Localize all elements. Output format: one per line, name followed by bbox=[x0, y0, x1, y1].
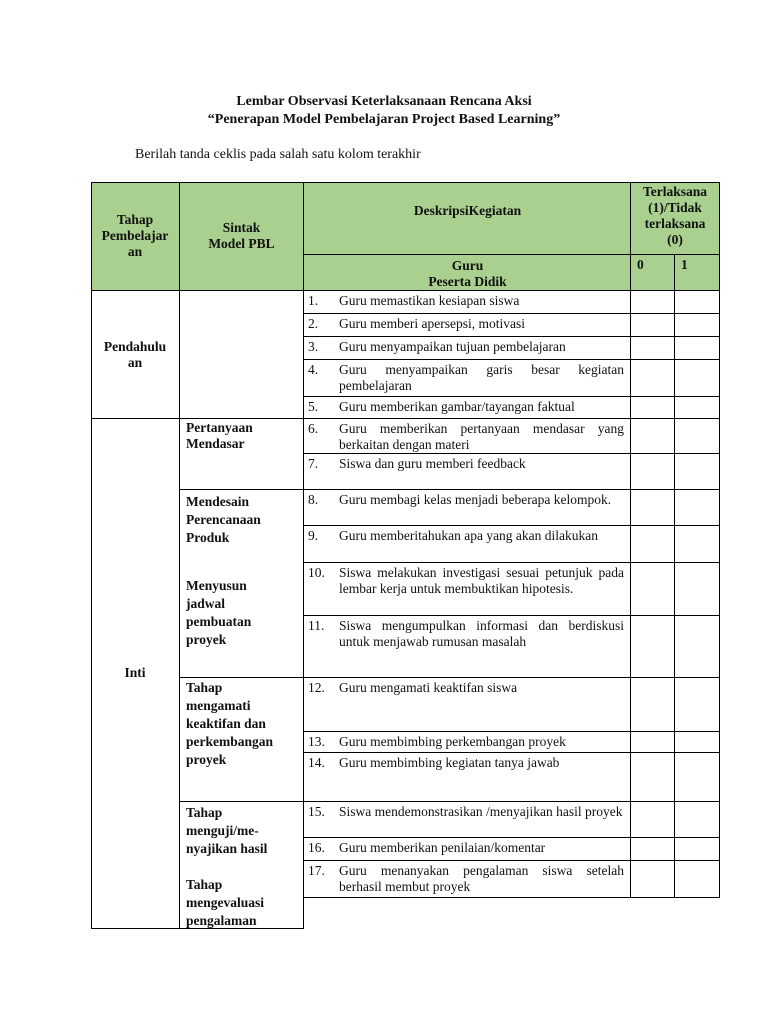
check-cell-1[interactable] bbox=[676, 732, 718, 750]
activity-number: 5. bbox=[308, 399, 319, 414]
activity-number: 7. bbox=[308, 456, 319, 471]
activity-description: Guru menyampaikan tujuan pembelajaran bbox=[339, 339, 566, 354]
check-cell-0[interactable] bbox=[632, 838, 674, 856]
activity-description: Guru menyampaikan garis besar kegiatan pembelajaran bbox=[339, 362, 624, 393]
activity-description: Guru membagi kelas menjadi beberapa kelompok. bbox=[339, 492, 612, 507]
check-cell-1[interactable] bbox=[676, 678, 718, 696]
activity-description: Siswa melakukan investigasi sesuai petunjuk pada lembar kerja untuk membuktikan hipotesis. bbox=[339, 565, 624, 596]
check-cell-1[interactable] bbox=[676, 314, 718, 332]
activity-description: Guru memberikan penilaian/komentar bbox=[339, 840, 546, 855]
check-cell-1[interactable] bbox=[676, 802, 718, 820]
check-cell-0[interactable] bbox=[632, 563, 674, 581]
check-cell-1[interactable] bbox=[676, 753, 718, 771]
check-cell-0[interactable] bbox=[632, 861, 674, 879]
phase-pendahuluan: Pendahulu an bbox=[103, 339, 167, 370]
activity-number: 14. bbox=[308, 755, 325, 770]
phase-inti: Inti bbox=[124, 665, 146, 680]
check-cell-0[interactable] bbox=[632, 337, 674, 355]
header-guru-peserta: Guru Peserta Didik bbox=[428, 258, 507, 289]
table-border-line bbox=[304, 525, 719, 526]
check-cell-1[interactable] bbox=[676, 454, 718, 472]
activity-description: Guru mengamati keaktifan siswa bbox=[339, 680, 518, 695]
check-cell-0[interactable] bbox=[632, 802, 674, 820]
syntax-mengevaluasi-pengalaman: Tahap mengevaluasi pengalaman bbox=[186, 877, 265, 928]
check-cell-0[interactable] bbox=[632, 490, 674, 508]
table-border-line bbox=[179, 801, 719, 802]
activity-number: 9. bbox=[308, 528, 319, 543]
check-cell-1[interactable] bbox=[676, 360, 718, 378]
table-border-line bbox=[91, 290, 719, 291]
check-cell-1[interactable] bbox=[676, 563, 718, 581]
activity-description: Guru memastikan kesiapan siswa bbox=[339, 293, 520, 308]
check-cell-0[interactable] bbox=[632, 526, 674, 544]
check-cell-0[interactable] bbox=[632, 732, 674, 750]
check-cell-0[interactable] bbox=[632, 397, 674, 415]
check-cell-1[interactable] bbox=[676, 419, 718, 437]
check-cell-0[interactable] bbox=[632, 678, 674, 696]
header-col-0: 0 bbox=[637, 257, 644, 272]
header-sintak: Sintak Model PBL bbox=[208, 220, 275, 251]
table-border-line bbox=[304, 752, 719, 753]
table-border-line bbox=[304, 359, 719, 360]
activity-number: 13. bbox=[308, 734, 325, 749]
table-border-line bbox=[304, 453, 719, 454]
document-title-line2: “Penerapan Model Pembelajaran Project Based Learning” bbox=[207, 112, 561, 127]
activity-description: Guru memberikan gambar/tayangan faktual bbox=[339, 399, 575, 414]
activity-description: Siswa mendemonstrasikan /menyajikan hasil proyek bbox=[339, 804, 623, 819]
syntax-menyusun-jadwal: Menyusun jadwal pembuatan proyek bbox=[186, 578, 252, 647]
syntax-mengamati-keaktifan: Tahap mengamati keaktifan dan perkembangan proyek bbox=[186, 680, 274, 767]
document-title-line1: Lembar Observasi Keterlaksanaan Rencana Aksi bbox=[236, 94, 532, 109]
activity-number: 6. bbox=[308, 421, 319, 436]
check-cell-0[interactable] bbox=[632, 419, 674, 437]
table-border-line bbox=[304, 731, 719, 732]
table-border-line bbox=[304, 313, 719, 314]
header-col-1: 1 bbox=[681, 257, 688, 272]
table-border-line bbox=[179, 182, 180, 929]
header-terlaksana: Terlaksana (1)/Tidak terlaksana (0) bbox=[642, 184, 708, 247]
header-tahap: Tahap Pembelajar an bbox=[101, 212, 169, 259]
table-border-line bbox=[304, 396, 719, 397]
table-border-line bbox=[304, 615, 719, 616]
table-border-line bbox=[303, 182, 304, 929]
activity-description: Guru memberi apersepsi, motivasi bbox=[339, 316, 525, 331]
activity-number: 15. bbox=[308, 804, 325, 819]
table-border-line bbox=[179, 677, 719, 678]
check-cell-0[interactable] bbox=[632, 616, 674, 634]
table-border-line bbox=[304, 860, 719, 861]
table-border-line bbox=[179, 489, 719, 490]
activity-description: Guru membimbing kegiatan tanya jawab bbox=[339, 755, 560, 770]
table-border-line bbox=[91, 182, 92, 929]
check-cell-1[interactable] bbox=[676, 337, 718, 355]
activity-description: Siswa mengumpulkan informasi dan berdiskusi untuk menjawab rumusan masalah bbox=[339, 618, 624, 649]
check-cell-0[interactable] bbox=[632, 454, 674, 472]
activity-number: 4. bbox=[308, 362, 319, 377]
table-border-line bbox=[304, 897, 719, 898]
activity-description: Guru menanyakan pengalaman siswa setelah berhasil membut proyek bbox=[339, 863, 624, 894]
check-cell-0[interactable] bbox=[632, 360, 674, 378]
table-border-line bbox=[91, 928, 304, 929]
activity-number: 8. bbox=[308, 492, 319, 507]
activity-number: 3. bbox=[308, 339, 319, 354]
table-border-line bbox=[630, 182, 631, 898]
table-border-line bbox=[719, 182, 720, 898]
syntax-menguji-menyajikan: Tahap menguji/me- nyajikan hasil bbox=[186, 805, 268, 856]
check-cell-1[interactable] bbox=[676, 526, 718, 544]
table-border-line bbox=[91, 418, 719, 419]
activity-number: 11. bbox=[308, 618, 325, 633]
activity-number: 2. bbox=[308, 316, 319, 331]
activity-description: Guru memberikan pertanyaan mendasar yang berkaitan dengan materi bbox=[339, 421, 624, 452]
check-cell-1[interactable] bbox=[676, 861, 718, 879]
table-border-line bbox=[304, 336, 719, 337]
table-border-line bbox=[91, 182, 719, 183]
check-cell-1[interactable] bbox=[676, 397, 718, 415]
activity-number: 10. bbox=[308, 565, 325, 580]
instruction-text: Berilah tanda ceklis pada salah satu kolom terakhir bbox=[135, 147, 421, 162]
table-border-line bbox=[304, 837, 719, 838]
header-deskripsi: DeskripsiKegiatan bbox=[413, 203, 522, 218]
activity-number: 12. bbox=[308, 680, 325, 695]
activity-number: 17. bbox=[308, 863, 325, 878]
activity-description: Siswa dan guru memberi feedback bbox=[339, 456, 526, 471]
check-cell-0[interactable] bbox=[632, 753, 674, 771]
syntax-pertanyaan-mendasar: Pertanyaan Mendasar bbox=[186, 420, 253, 451]
check-cell-1[interactable] bbox=[676, 838, 718, 856]
check-cell-0[interactable] bbox=[632, 314, 674, 332]
table-border-line bbox=[304, 254, 719, 255]
activity-number: 1. bbox=[308, 293, 319, 308]
activity-description: Guru memberitahukan apa yang akan dilakukan bbox=[339, 528, 599, 543]
check-cell-1[interactable] bbox=[676, 490, 718, 508]
syntax-mendesain-perencanaan: Mendesain Perencanaan Produk bbox=[186, 494, 261, 545]
table-border-line bbox=[304, 562, 719, 563]
activity-number: 16. bbox=[308, 840, 325, 855]
check-cell-1[interactable] bbox=[676, 616, 718, 634]
check-cell-1[interactable] bbox=[676, 291, 718, 309]
check-cell-0[interactable] bbox=[632, 291, 674, 309]
activity-description: Guru membimbing perkembangan proyek bbox=[339, 734, 566, 749]
